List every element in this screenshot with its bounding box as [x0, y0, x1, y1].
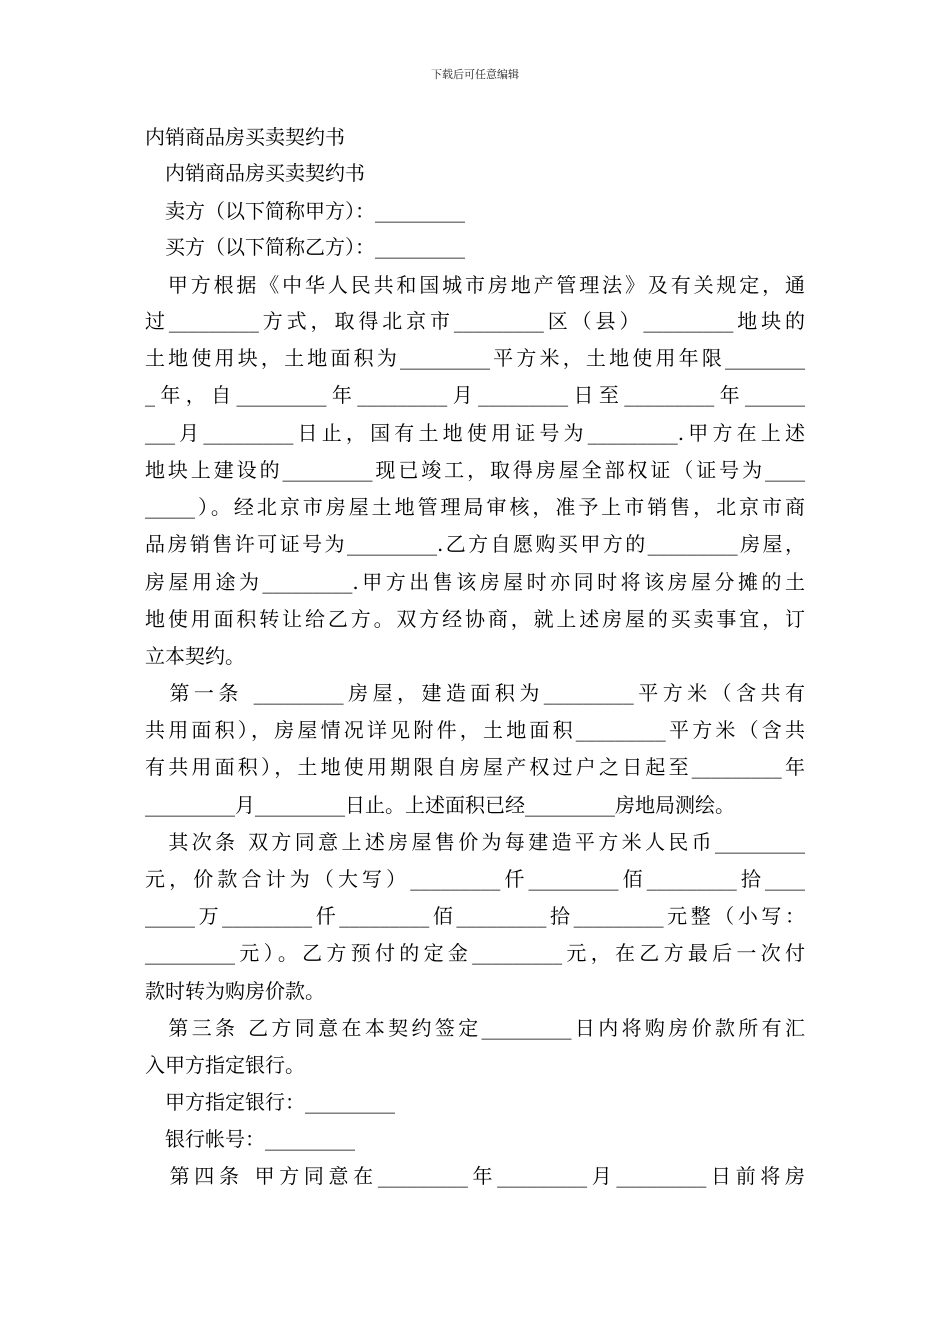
preamble-line: 房屋用途为_________.甲方出售该房屋时亦同时将该房屋分摊的土	[145, 570, 805, 594]
article-1-line: 第一条 _________房屋，建造面积为_________平方米（含共有	[145, 681, 805, 705]
preamble-line: _年，自_________年_________月_________日至_________年______	[145, 383, 805, 407]
seller-line: 卖方（以下简称甲方）：_________	[145, 199, 465, 223]
preamble-line: 过_________方式，取得北京市_________区（县）_________地块的	[145, 309, 805, 333]
contract-heading: 内销商品房买卖契约书	[145, 161, 365, 185]
bank-account-line: 银行帐号：_________	[145, 1127, 355, 1151]
article-2-line: 其次条 双方同意上述房屋售价为每建造平方米人民币_________	[145, 830, 805, 854]
preamble-line: _____）。经北京市房屋土地管理局审核，准予上市销售，北京市商	[145, 495, 805, 519]
article-2-line: 元，价款合计为（大写）_________仟_________佰_________拾____	[145, 867, 805, 891]
article-1-line: _________月_________日止。上述面积已经_________房地局测绘。	[145, 793, 735, 817]
document-title: 内销商品房买卖契约书	[145, 125, 345, 149]
article-3-line: 第三条 乙方同意在本契约签定_________日内将购房价款所有汇	[145, 1016, 805, 1040]
preamble-line: 立本契约。	[145, 644, 245, 668]
article-1-line: 有共用面积），土地使用期限自房屋产权过户之日起至_________年	[145, 755, 805, 779]
preamble-line: 品房销售许可证号为_________.乙方自愿购买甲方的_________房屋，	[145, 532, 805, 556]
article-2-line: _________元）。乙方预付的定金_________元，在乙方最后一次付	[145, 941, 805, 965]
preamble-line: ___月_________日止，国有土地使用证号为_________.甲方在上述	[145, 421, 805, 445]
preamble-line: 地块上建设的_________现已竣工，取得房屋全部权证（证号为____	[145, 458, 805, 482]
page-header: 下载后可任意编辑	[431, 68, 519, 81]
article-1-line: 共用面积），房屋情况详见附件，土地面积_________平方米（含共	[145, 718, 805, 742]
article-3-line: 入甲方指定银行。	[145, 1053, 305, 1077]
preamble-line: 土地使用块，土地面积为_________平方米，土地使用年限________	[145, 346, 805, 370]
article-2-line: _____万_________仟_________佰_________拾_________元整（小写：	[145, 904, 805, 928]
preamble-line: 地使用面积转让给乙方。双方经协商，就上述房屋的买卖事宜，订	[145, 607, 805, 631]
article-2-line: 款时转为购房价款。	[145, 979, 325, 1003]
designated-bank-line: 甲方指定银行：_________	[145, 1090, 395, 1114]
preamble-line: 甲方根据《中华人民共和国城市房地产管理法》及有关规定，通	[145, 273, 805, 297]
buyer-line: 买方（以下简称乙方）：_________	[145, 235, 465, 259]
article-4-line: 第四条 甲方同意在_________年_________月_________日前将房	[145, 1164, 805, 1188]
